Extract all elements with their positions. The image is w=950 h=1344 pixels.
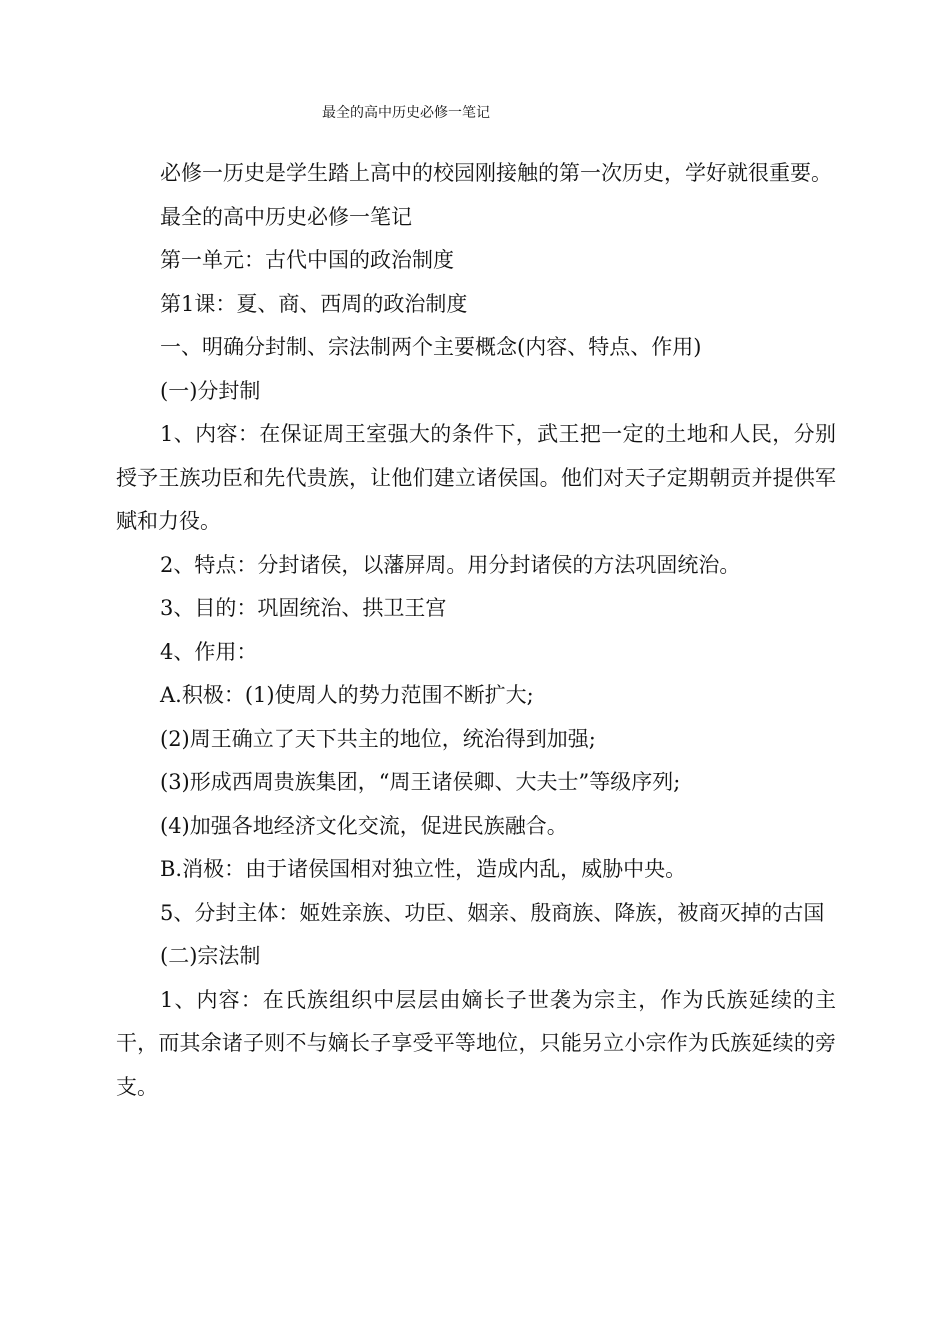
paragraph-negative: B.消极：由于诸侯国相对独立性，造成内乱，威胁中央。 <box>160 857 687 881</box>
paragraph-content: 1、内容：在保证周王室强大的条件下，武王把一定的土地和人民，分别授予王族功臣和先代贵族，让他们建立诸侯国。他们对天子定期朝贡并提供军赋和力役。 <box>116 422 836 533</box>
paragraph-unit-heading: 第一单元：古代中国的政治制度 <box>160 248 454 272</box>
paragraph-positive-3: (3)形成西周贵族集团，“周王诸侯卿、大夫士”等级序列; <box>160 770 681 794</box>
paragraph-title-repeat: 最全的高中历史必修一笔记 <box>160 204 412 229</box>
paragraph-intro: 必修一历史是学生踏上高中的校园刚接触的第一次历史，学好就很重要。 <box>160 161 832 185</box>
paragraph-purpose: 3、目的：巩固统治、拱卫王宫 <box>160 596 447 620</box>
paragraph-subjects: 5、分封主体：姬姓亲族、功臣、姻亲、殷商族、降族，被商灭掉的古国 <box>160 900 825 925</box>
paragraph-features: 2、特点：分封诸侯，以藩屏周。用分封诸侯的方法巩固统治。 <box>160 552 741 577</box>
paragraph-effects-heading: 4、作用： <box>160 639 258 664</box>
paragraph-positive-1: A.积极：(1)使周人的势力范围不断扩大; <box>160 683 534 707</box>
paragraph-subsection-zongfa: (二)宗法制 <box>160 944 261 968</box>
paragraph-positive-2: (2)周王确立了天下共主的地位，统治得到加强; <box>160 726 596 751</box>
paragraph-section-heading: 一、明确分封制、宗法制两个主要概念(内容、特点、作用) <box>160 335 702 359</box>
document-body <box>116 152 836 1109</box>
paragraph-positive-4: (4)加强各地经济文化交流，促进民族融合。 <box>160 813 568 838</box>
paragraph-subsection-fengjian: (一)分封制 <box>160 378 261 403</box>
paragraph-lesson-heading: 第1课：夏、商、西周的政治制度 <box>160 291 468 316</box>
paragraph-zongfa-content: 1、内容：在氏族组织中层层由嫡长子世袭为宗主，作为氏族延续的主干，而其余诸子则不与嫡长子享受平等地位，只能另立小宗作为氏族延续的旁支。 <box>116 987 836 1099</box>
page-header-title: 最全的高中历史必修一笔记 <box>322 105 490 121</box>
